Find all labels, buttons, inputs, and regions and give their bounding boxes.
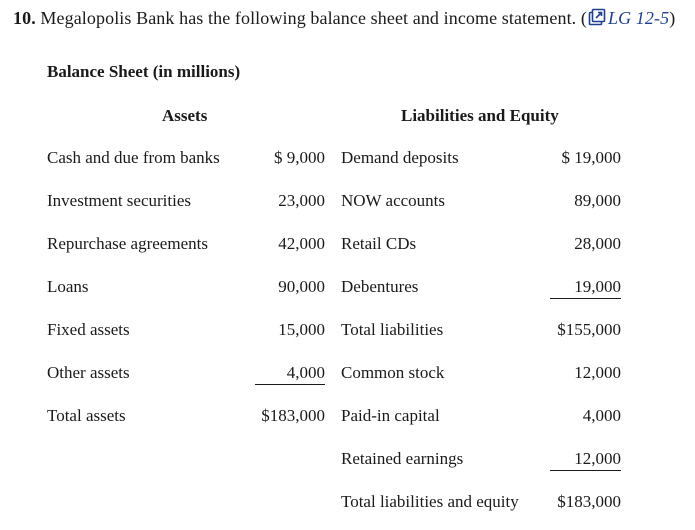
equity-value: 4,000 <box>582 406 621 425</box>
question-text <box>13 8 675 31</box>
equity-label: Paid-in capital <box>341 406 440 425</box>
learning-goal-link[interactable]: LG 12-5 <box>607 8 670 28</box>
asset-value: 15,000 <box>278 320 325 339</box>
asset-label: Investment securities <box>47 191 191 210</box>
liability-label: Retail CDs <box>341 234 417 253</box>
liability-value: $ 19,000 <box>561 148 621 167</box>
question-body: Megalopolis Bank has the following balance sheet and income statement. ( <box>40 8 587 28</box>
external-link-icon[interactable] <box>588 8 606 31</box>
equity-label: Common stock <box>341 363 445 382</box>
asset-label: Fixed assets <box>47 320 130 339</box>
liabilities-header: Liabilities and Equity <box>401 106 559 125</box>
liability-value: 19,000 <box>550 277 621 299</box>
asset-label: Other assets <box>47 363 130 382</box>
asset-value: 42,000 <box>278 234 325 253</box>
asset-value: $ 9,000 <box>274 148 325 167</box>
equity-label: Retained earnings <box>341 449 464 468</box>
question-number: 10. <box>13 8 36 28</box>
assets-header: Assets <box>162 106 208 125</box>
asset-total-label: Total assets <box>47 406 126 425</box>
liability-value: 89,000 <box>574 191 621 210</box>
liability-total-label: Total liabilities <box>341 320 444 339</box>
equity-value: 12,000 <box>550 449 621 471</box>
asset-value: 90,000 <box>278 277 325 296</box>
liability-value: 28,000 <box>574 234 621 253</box>
asset-value: 4,000 <box>255 363 325 385</box>
asset-label: Loans <box>47 277 89 296</box>
asset-label: Cash and due from banks <box>47 148 220 167</box>
asset-label: Repurchase agreements <box>47 234 208 253</box>
grand-total-value: $183,000 <box>557 492 621 511</box>
liability-label: Debentures <box>341 277 419 296</box>
asset-value: 23,000 <box>278 191 325 210</box>
grand-total-label: Total liabilities and equity <box>341 492 519 511</box>
liability-label: NOW accounts <box>341 191 446 210</box>
liability-total-value: $155,000 <box>557 320 621 339</box>
balance-sheet-title: Balance Sheet (in millions) <box>47 62 241 81</box>
liability-label: Demand deposits <box>341 148 459 167</box>
asset-total-value: $183,000 <box>261 406 325 425</box>
question-close-paren: ) <box>669 8 676 28</box>
equity-value: 12,000 <box>574 363 621 382</box>
